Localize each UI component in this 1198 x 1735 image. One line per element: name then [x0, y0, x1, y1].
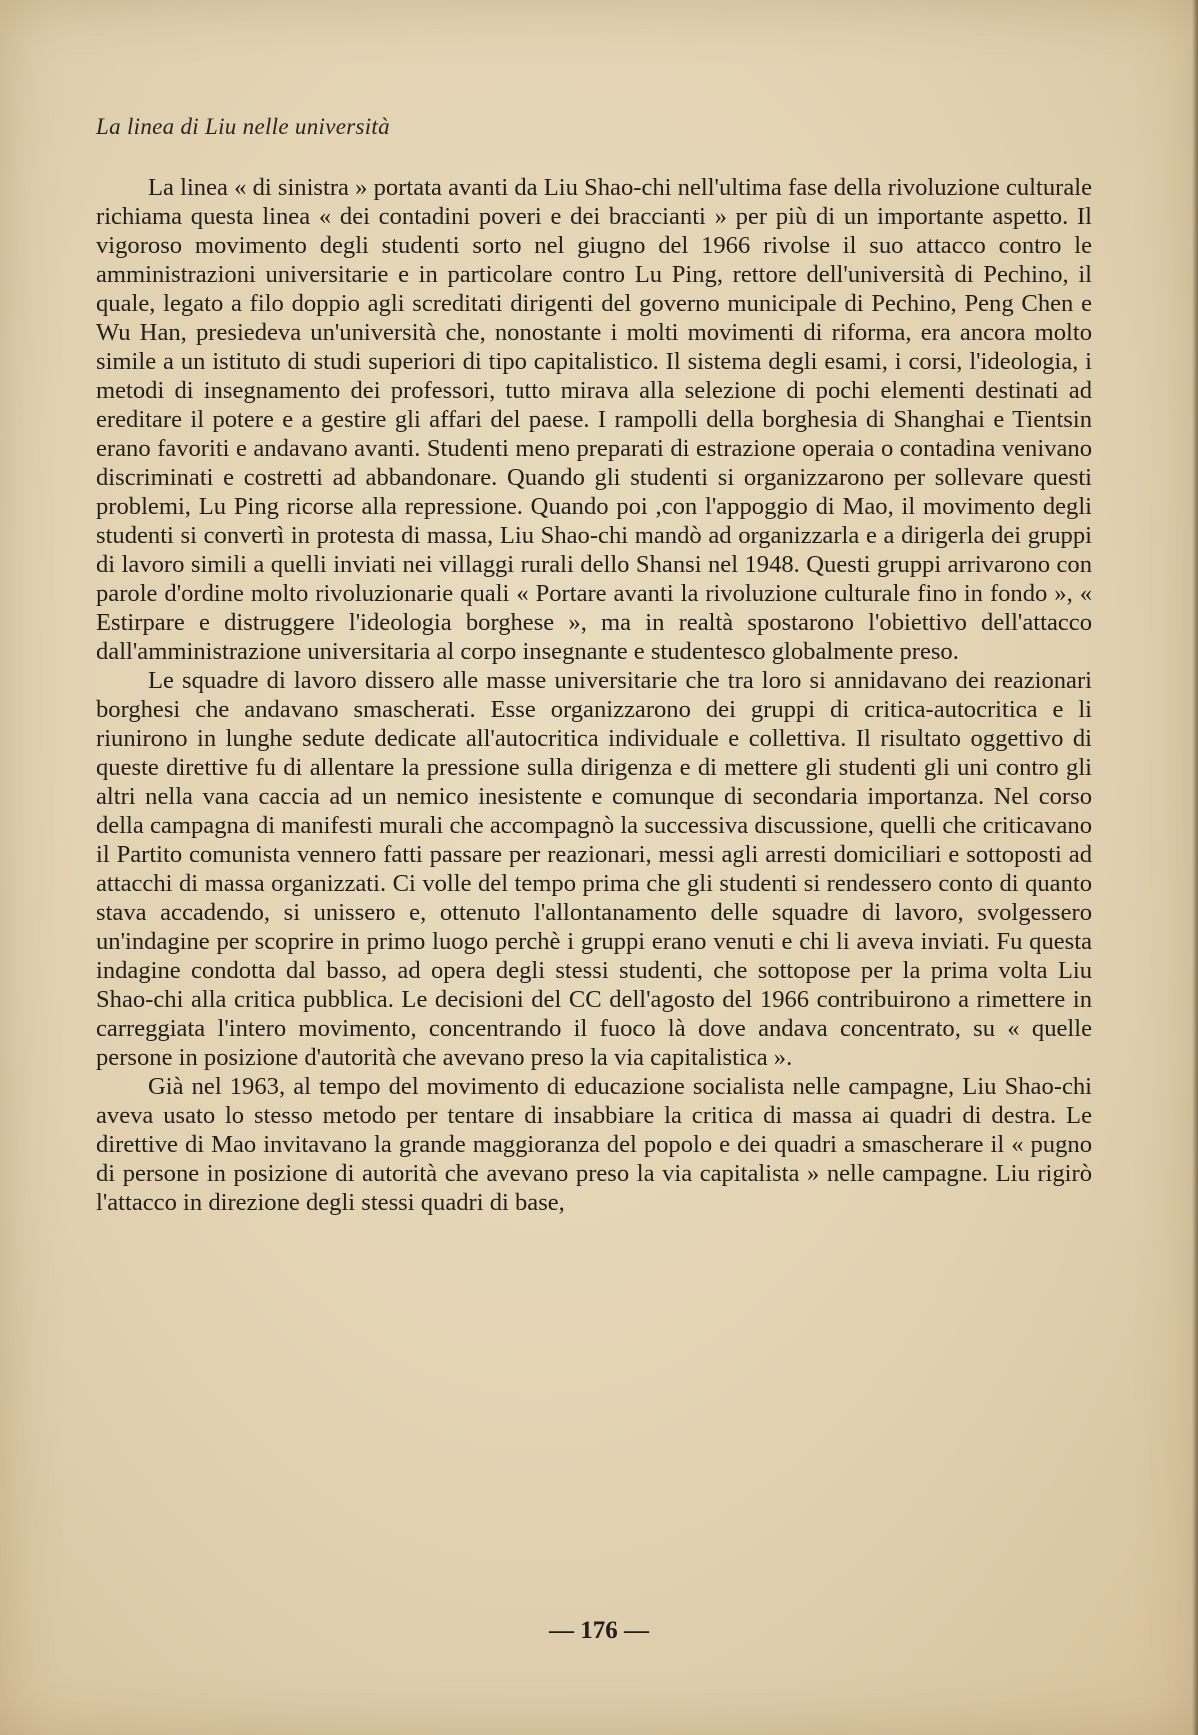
page-number: — 176 —: [549, 1617, 649, 1644]
body-text: [96, 173, 1092, 1217]
paragraph-2: Le squadre di lavoro dissero alle masse universitarie che tra loro si annidavano dei reazionari borghesi che andavano smascherati. Esse organizzarono dei gruppi di critica-autocritica e li riunirono in lunghe sedute dedicate all'autocritica individuale e collettiva. Il risultato oggettivo di queste direttive fu di allentare la pressione sulla dirigenza e di mettere gli studenti gli uni contro gli altri nella vana caccia ad un nemico inesistente e comunque di secondaria importanza. Nel corso della campagna di manifesti murali che accompagnò la successiva discussione, quelli che criticavano il Partito comunista vennero fatti passare per reazionari, messi agli arresti domiciliari e sottoposti ad attacchi di massa organizzati. Ci volle del tempo prima che gli studenti si rendessero conto di quanto stava accadendo, si unissero e, ottenuto l'allontanamento delle squadre di lavoro, svolgessero un'indagine per scoprire in primo luogo perchè i gruppi erano venuti e chi li aveva inviati. Fu questa indagine condotta dal basso, ad opera degli stessi studenti, che sottopose per la prima volta Liu Shao-chi alla critica pubblica. Le decisioni del CC dell'agosto del 1966 contribuirono a rimettere in carreggiata l'intero movimento, concentrando il fuoco là dove andava concentrato, su « quelle persone in posizione d'autorità che avevano preso la via capitalistica ».: [96, 667, 1092, 1071]
running-head: La linea di Liu nelle università: [96, 114, 390, 139]
paragraph-1: La linea « di sinistra » portata avanti da Liu Shao-chi nell'ultima fase della rivoluzione culturale richiama questa linea « dei contadini poveri e dei braccianti » per più di un importante aspetto. Il vigoroso movimento degli studenti sorto nel giugno del 1966 rivolse il suo attacco contro le amministrazioni universitarie e in particolare contro Lu Ping, rettore dell'università di Pechino, il quale, legato a filo doppio agli screditati dirigenti del governo municipale di Pechino, Peng Chen e Wu Han, presiedeva un'università che, nonostante i molti movimenti di riforma, era ancora molto simile a un istituto di studi superiori di tipo capitalistico. Il sistema degli esami, i corsi, l'ideologia, i metodi di insegnamento dei professori, tutto mirava alla selezione di pochi elementi destinati ad ereditare il potere e a gestire gli affari del paese. I rampolli della borghesia di Shanghai e Tientsin erano favoriti e andavano avanti. Studenti meno preparati di estrazione operaia o contadina venivano discriminati e costretti ad abbandonare. Quando gli studenti si organizzarono per sollevare questi problemi, Lu Ping ricorse alla repressione. Quando poi ,con l'appoggio di Mao, il movimento degli studenti si convertì in protesta di massa, Liu Shao-chi mandò ad organizzarla e a dirigerla dei gruppi di lavoro simili a quelli inviati nei villaggi rurali dello Shansi nel 1948. Questi gruppi arrivarono con parole d'ordine molto rivoluzionarie quali « Portare avanti la rivoluzione culturale fino in fondo », « Estirpare e distruggere l'ideologia borghese », ma in realtà spostarono l'obiettivo dell'attacco dall'amministrazione universitaria al corpo insegnante e studentesco globalmente preso.: [96, 174, 1092, 665]
page-edge-shadow: [1192, 0, 1198, 1735]
paragraph-3: Già nel 1963, al tempo del movimento di educazione socialista nelle campagne, Liu Shao-chi aveva usato lo stesso metodo per tentare di insabbiare la critica di massa ai quadri di destra. Le direttive di Mao invitavano la grande maggioranza del popolo e dei quadri a smascherare il « pugno di persone in posizione di autorità che avevano preso la via capitalista » nelle campagne. Liu rigirò l'attacco in direzione degli stessi quadri di base,: [96, 1073, 1092, 1216]
